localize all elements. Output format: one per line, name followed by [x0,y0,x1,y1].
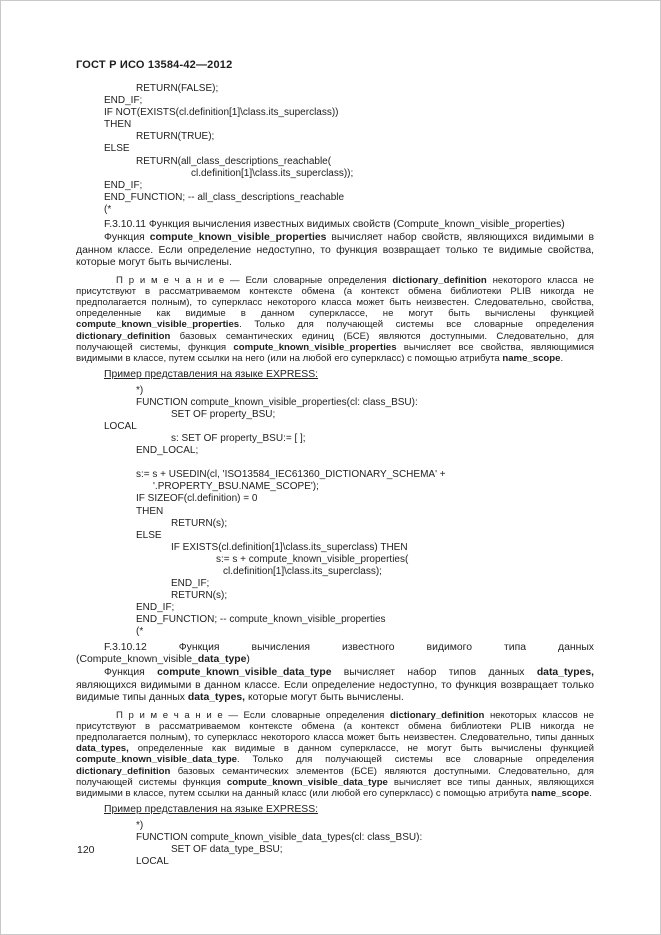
code-line: cl.definition[1]\class.its_superclass)); [191,167,354,179]
term-bold: data_type [197,653,247,665]
text-segment: П р и м е ч а н и е — Если словарные определения [116,709,390,721]
code-line: END_IF; [136,602,175,614]
term-bold: data_types, [536,667,594,679]
code-line: *) [136,819,144,831]
code-line: FUNCTION compute_known_visible_data_types(cl: class_BSU): [136,831,423,843]
text-segment: . [560,353,564,365]
term-bold: data_types, [187,692,246,704]
text-segment: некоторых классов не присутствуют в рассматриваемом контексте обмена (а контекст обмена библиотеки PLIB никогда не предполагается полным), то суперкласс некоторого класса может быть неизвестен. Следовательно, типы данных [76,709,594,743]
code-line: '.PROPERTY_BSU.NAME_SCOPE'); [153,481,319,493]
term-bold: compute_known_visible_properties [233,341,397,353]
term-bold: dictionary_definition [76,765,171,777]
term-bold: dictionary_definition [76,330,171,342]
code-line: END_LOCAL; [136,445,199,457]
text-segment: вычисляет все типы данных, являющихся видимыми в классе, путем ссылки на данный класс (или любой его суперкласс) с помощью атрибута [76,776,594,800]
code-line: *) [136,384,144,396]
text-segment: . [589,788,592,800]
term-bold: compute_known_visible_data_type [76,754,238,766]
text-segment: Функция [104,667,158,679]
term-bold: dictionary_definition [392,274,487,286]
code-line: SET OF property_BSU; [171,408,276,420]
text-segment: базовых семантических единиц (БСЕ) являются доступными. Следовательно, для получающей системы, функция [76,330,594,353]
note-paragraph [76,275,594,365]
text-segment: определенные как видимые в данном суперклассе, не могут быть вычислены функцией [128,743,594,755]
text-segment: ) [246,653,250,665]
body-paragraph [76,667,594,704]
code-line: IF NOT(EXISTS(cl.definition[1]\class.its_superclass)) [104,107,339,119]
text-segment: вычисляет набор типов данных [331,667,537,679]
code-line: RETURN(FALSE); [136,83,219,94]
text-segment: . Только для получающей системы все словарные определения [237,754,594,766]
code-line: SET OF data_type_BSU; [171,843,283,855]
text-segment: являющихся видимыми в данном классе. Если определение недоступно, то функция возвращает только видимые типы данных [76,679,594,704]
text-segment: Функция [104,232,150,244]
code-line: FUNCTION compute_known_visible_properties(cl: class_BSU): [136,396,418,408]
code-line: RETURN(all_class_descriptions_reachable( [136,155,332,167]
code-line: (* [104,203,112,215]
code-line: END_IF; [171,578,210,590]
term-bold: compute_known_visible_data_type [226,776,388,788]
note-paragraph [76,710,594,800]
text-segment: П р и м е ч а н и е — Если словарные определения [116,274,393,286]
code-line: ELSE [104,143,130,155]
text-segment: Пример представления на языке EXPRESS: [104,804,319,816]
code-line: LOCAL [104,420,137,432]
code-line: s:= s + compute_known_visible_properties( [216,553,409,565]
term-bold: data_types, [76,743,129,755]
code-line: s: SET OF property_BSU:= [ ]; [171,433,306,445]
text-segment: F.3.10.12 Функция вычисления известного видимого типа данных (Compute_known_visible_ [76,641,594,665]
code-line: RETURN(s); [171,517,228,529]
page-number: 120 [77,844,95,856]
code-line: RETURN(s); [171,590,228,602]
code-line: THEN [136,505,164,517]
term-bold: compute_known_visible_properties [76,319,240,331]
text-segment: F.3.10.11 Функция вычисления известных видимых свойств (Compute_known_visible_properties) [104,219,565,231]
code-line: LOCAL [136,855,169,867]
code-line: IF SIZEOF(cl.definition) = 0 [136,493,258,505]
text-segment: которые могут быть вычислены. [245,692,404,704]
term-bold: compute_known_visible_data_type [157,667,332,679]
section-heading [76,219,594,231]
code-line: END_IF; [104,95,143,107]
document-body [76,83,594,868]
example-caption [104,804,594,816]
code-line: END_FUNCTION; -- compute_known_visible_properties [136,614,386,626]
document-header-title: ГОСТ Р ИСО 13584-42—2012 [76,59,233,71]
text-segment: базовых семантических элементов (БСЕ) являются доступными. Следовательно, для получающей системы функция [76,765,594,788]
blank-line [76,457,594,469]
term-bold: name_scope [531,788,590,800]
example-caption [104,369,594,381]
code-line: (* [136,626,144,638]
document-content-area [76,59,594,868]
code-line: END_FUNCTION; -- all_class_descriptions_reachable [104,191,345,203]
code-line: cl.definition[1]\class.its_superclass); [223,566,382,577]
term-bold: name_scope [502,353,561,365]
text-segment: некоторого класса не присутствуют в рассматриваемом контексте обмена (а контекст обмена библиотеки PLIB никогда не предполагается полным), то суперкласс некоторого класса может быть неизвестен. Следовательно, свойства, определенные как видимые в данном суперклассе, не могут быть вычислены функцией [76,274,594,320]
section-heading [76,642,594,667]
text-segment: вычисляет набор свойств, являющихся видимыми в данном классе. Если определение недоступно, то функция возвращает только те видимые свойства, которые могут быть вычислены. [76,232,594,269]
code-line: RETURN(TRUE); [136,131,215,143]
code-line: s:= s + USEDIN(cl, 'ISO13584_IEC61360_DICTIONARY_SCHEMA' + [136,469,446,481]
text-segment: вычисляет все свойства, являющимися видимыми в классе, путем ссылки на него (или на любой его суперкласс) с помощью атрибута [76,341,594,365]
body-paragraph [76,232,594,269]
term-bold: dictionary_definition [389,709,485,721]
code-line: END_IF; [104,179,143,191]
code-line: IF EXISTS(cl.definition[1]\class.its_superclass) THEN [171,541,408,553]
code-line: THEN [104,119,132,131]
code-line: ELSE [136,529,162,541]
text-segment: . Только для получающей системы все словарные определения [239,319,594,331]
text-segment: Пример представления на языке EXPRESS: [104,369,319,381]
term-bold: compute_known_visible_properties [149,232,327,244]
